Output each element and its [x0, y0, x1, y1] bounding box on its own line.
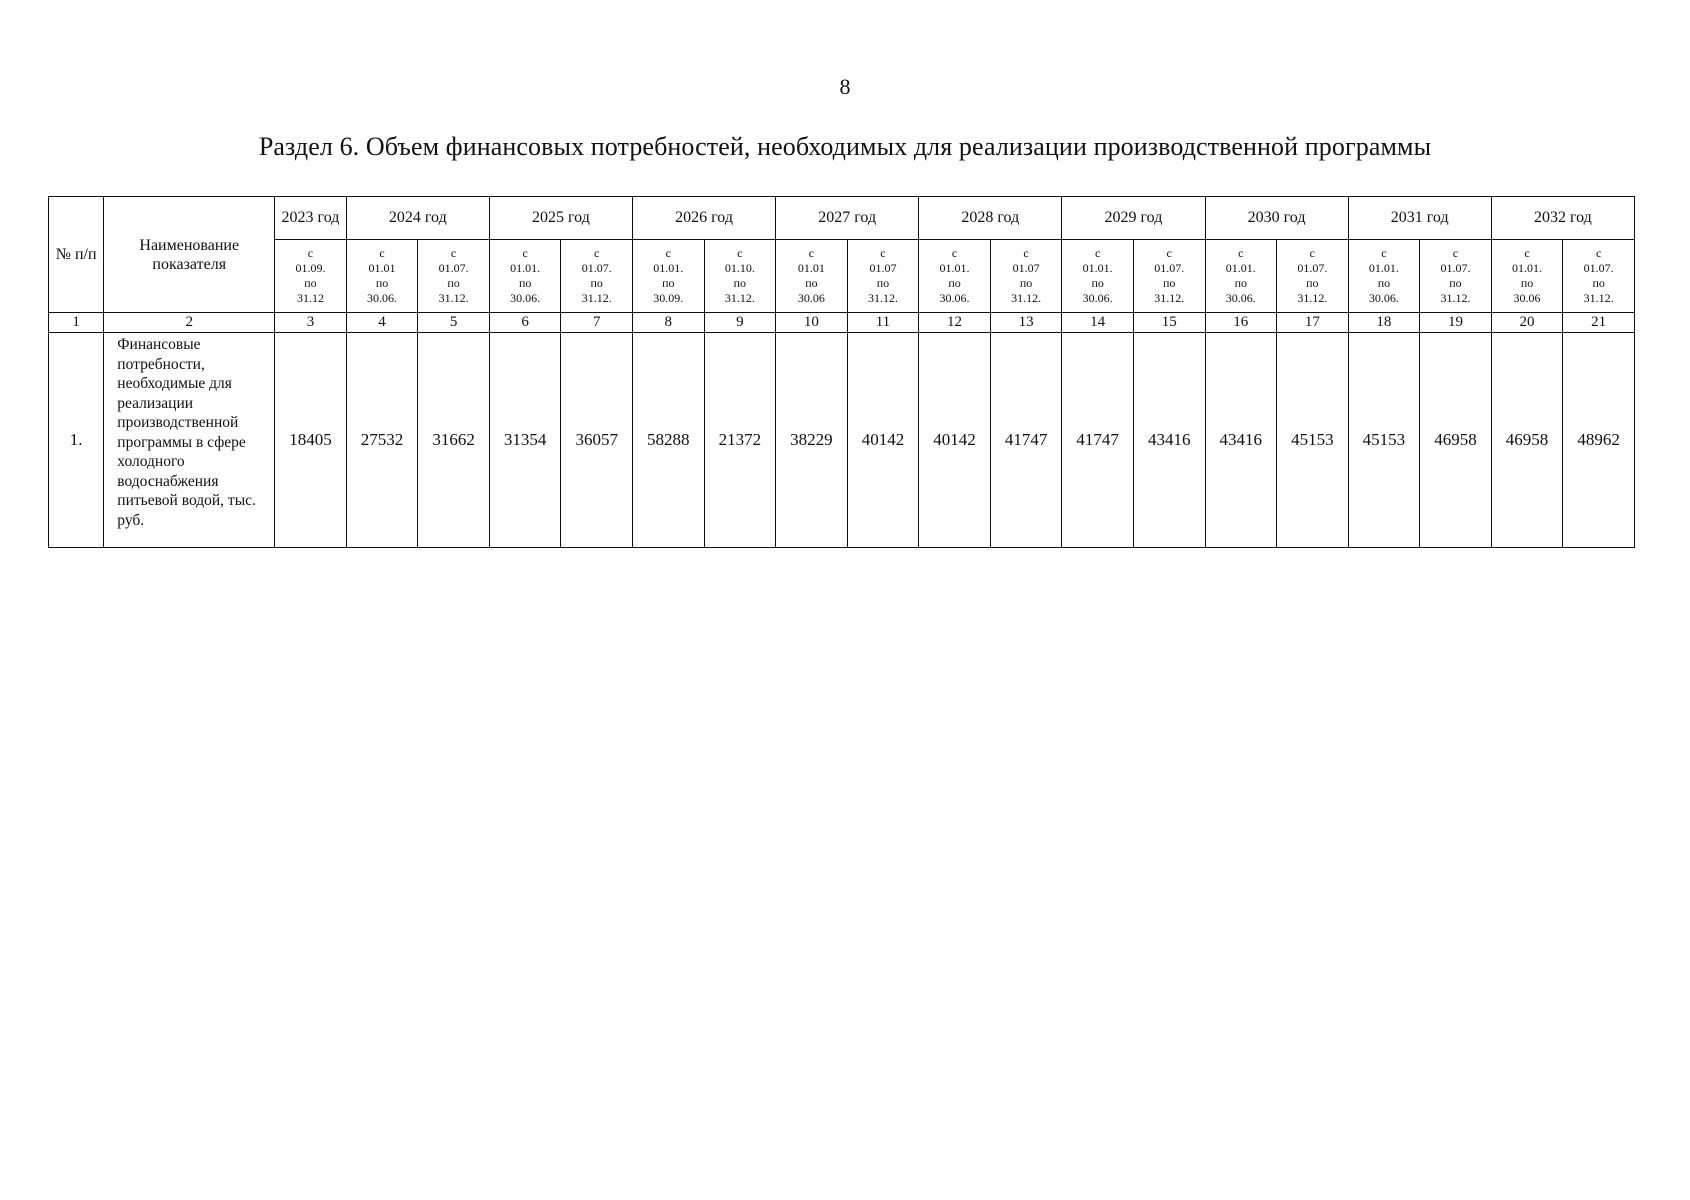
- period-line: с: [522, 246, 528, 260]
- period-line: с: [1309, 246, 1315, 260]
- value-cell: 45153: [1348, 333, 1420, 548]
- value-cell: 41747: [990, 333, 1062, 548]
- year-header: 2031 год: [1348, 197, 1491, 240]
- value-cell: 58288: [633, 333, 705, 548]
- period-line: с: [665, 246, 671, 260]
- period-line: с: [379, 246, 385, 260]
- column-number: 11: [847, 313, 919, 333]
- column-number: 1: [49, 313, 104, 333]
- period-line: 01.01: [797, 261, 825, 275]
- period-line: с: [450, 246, 457, 260]
- period-line: 01.01.: [939, 261, 970, 275]
- period-line: с: [1166, 246, 1172, 260]
- year-header: 2029 год: [1062, 197, 1205, 240]
- period-line: 01.01.: [1225, 261, 1256, 275]
- period-header: [1491, 240, 1563, 313]
- period-header: [418, 240, 490, 313]
- period-line: с: [1595, 246, 1602, 260]
- period-header: [346, 240, 418, 313]
- period-line: 30.06.: [1082, 291, 1113, 305]
- value-cell: 21372: [704, 333, 776, 548]
- row-number: 1.: [49, 333, 104, 548]
- period-line: 31.12.: [438, 291, 469, 305]
- value-cell: 40142: [847, 333, 919, 548]
- column-number: 12: [919, 313, 991, 333]
- value-cell: 36057: [561, 333, 633, 548]
- period-line: с: [307, 246, 314, 260]
- column-number: 14: [1062, 313, 1134, 333]
- column-number: 17: [1277, 313, 1349, 333]
- period-line: 01.07.: [1440, 261, 1471, 275]
- period-line: с: [737, 246, 743, 260]
- period-line: с: [1381, 246, 1387, 260]
- column-number: 19: [1420, 313, 1492, 333]
- value-cell: 46958: [1491, 333, 1563, 548]
- period-line: с: [1524, 246, 1530, 260]
- period-line: 31.12.: [1583, 291, 1614, 305]
- period-line: 01.07: [869, 261, 897, 275]
- period-line: 31.12.: [724, 291, 755, 305]
- page-number: 8: [839, 74, 851, 99]
- table-row: [49, 333, 1635, 548]
- section-title: Раздел 6. Объем финансовых потребностей, необходимых для реализации производственной программы: [258, 132, 1432, 161]
- period-header: [776, 240, 848, 313]
- year-header: 2028 год: [919, 197, 1062, 240]
- value-cell: 18405: [275, 333, 347, 548]
- period-line: с: [880, 246, 886, 260]
- period-line: по: [948, 276, 961, 290]
- year-header: 2025 год: [489, 197, 632, 240]
- period-header: [1205, 240, 1277, 313]
- period-line: по: [1019, 276, 1033, 290]
- period-line: 01.07.: [1154, 261, 1185, 275]
- value-cell: 31662: [418, 333, 490, 548]
- period-line: по: [1449, 276, 1462, 290]
- period-line: по: [733, 276, 747, 290]
- period-line: 30.06.: [1368, 291, 1399, 305]
- indicator-name: Финансовые потребности, необходимые для реализации производственной программы в сфере холодного водоснабжения питьевой водой, тыс. руб.: [104, 333, 275, 548]
- period-line: по: [447, 276, 460, 290]
- period-line: 01.09.: [295, 261, 326, 275]
- column-number: 7: [561, 313, 633, 333]
- value-cell: 46958: [1420, 333, 1492, 548]
- header-row-number: № п/п: [49, 197, 104, 313]
- period-line: 01.07: [1012, 261, 1040, 275]
- period-line: 30.06.: [939, 291, 970, 305]
- value-cell: 38229: [776, 333, 848, 548]
- period-line: 31.12.: [581, 291, 612, 305]
- period-line: 01.01.: [653, 261, 684, 275]
- year-header: 2030 год: [1205, 197, 1348, 240]
- value-cell: 27532: [346, 333, 418, 548]
- column-number: 15: [1133, 313, 1205, 333]
- header-row-years: [49, 197, 1635, 240]
- period-line: по: [304, 276, 317, 290]
- period-line: 01.01: [368, 261, 396, 275]
- period-line: 30.06.: [510, 291, 541, 305]
- year-header: 2026 год: [633, 197, 776, 240]
- value-cell: 45153: [1277, 333, 1349, 548]
- period-header: [275, 240, 347, 313]
- value-cell: 40142: [919, 333, 991, 548]
- value-cell: 48962: [1563, 333, 1635, 548]
- period-line: 01.10.: [724, 261, 755, 275]
- year-header: 2032 год: [1491, 197, 1634, 240]
- column-number: 9: [704, 313, 776, 333]
- period-line: с: [1023, 246, 1029, 260]
- period-header: [1420, 240, 1492, 313]
- period-header: [633, 240, 705, 313]
- period-line: с: [1452, 246, 1459, 260]
- period-line: 01.01.: [1368, 261, 1399, 275]
- period-line: 30.06.: [1225, 291, 1256, 305]
- period-line: 01.07.: [1297, 261, 1328, 275]
- column-number: 2: [104, 313, 275, 333]
- period-header: [1277, 240, 1349, 313]
- period-line: 01.07.: [438, 261, 469, 275]
- period-header: [489, 240, 561, 313]
- period-header: [1563, 240, 1635, 313]
- period-line: по: [590, 276, 603, 290]
- period-line: по: [375, 276, 389, 290]
- year-header: 2024 год: [346, 197, 489, 240]
- period-header: [1348, 240, 1420, 313]
- period-line: 31.12.: [1154, 291, 1185, 305]
- column-number: 13: [990, 313, 1062, 333]
- financial-needs-table: [48, 196, 1635, 548]
- period-line: по: [1520, 276, 1534, 290]
- period-line: 31.12: [296, 291, 324, 305]
- column-number: 6: [489, 313, 561, 333]
- period-line: 01.01.: [510, 261, 541, 275]
- period-line: с: [1238, 246, 1244, 260]
- period-line: по: [1377, 276, 1391, 290]
- period-line: 30.06: [1513, 291, 1541, 305]
- column-number: 16: [1205, 313, 1277, 333]
- column-number: 3: [275, 313, 347, 333]
- period-line: 30.06: [797, 291, 825, 305]
- period-line: с: [594, 246, 600, 260]
- period-line: по: [1234, 276, 1247, 290]
- period-line: 01.07.: [581, 261, 612, 275]
- period-line: 30.06.: [367, 291, 398, 305]
- column-number: 10: [776, 313, 848, 333]
- period-header: [1062, 240, 1134, 313]
- period-line: по: [805, 276, 818, 290]
- period-line: 31.12.: [1011, 291, 1042, 305]
- year-header: 2023 год: [275, 197, 347, 240]
- period-line: с: [1094, 246, 1101, 260]
- column-number: 5: [418, 313, 490, 333]
- value-cell: 31354: [489, 333, 561, 548]
- period-line: по: [662, 276, 675, 290]
- column-number: 20: [1491, 313, 1563, 333]
- period-line: 01.01.: [1512, 261, 1543, 275]
- value-cell: 43416: [1205, 333, 1277, 548]
- header-row-periods: [49, 240, 1635, 313]
- header-indicator-name: Наименование показателя: [104, 197, 275, 313]
- column-number: 18: [1348, 313, 1420, 333]
- period-header: [847, 240, 919, 313]
- period-line: 31.12.: [1440, 291, 1471, 305]
- period-line: по: [876, 276, 890, 290]
- period-line: по: [1091, 276, 1104, 290]
- period-line: по: [1592, 276, 1605, 290]
- year-header: 2027 год: [776, 197, 919, 240]
- period-line: 31.12.: [867, 291, 898, 305]
- period-line: 01.01.: [1082, 261, 1113, 275]
- column-number: 8: [633, 313, 705, 333]
- value-cell: 41747: [1062, 333, 1134, 548]
- period-line: 31.12.: [1297, 291, 1328, 305]
- period-line: с: [808, 246, 815, 260]
- period-header: [561, 240, 633, 313]
- column-number: 4: [346, 313, 418, 333]
- value-cell: 43416: [1133, 333, 1205, 548]
- period-line: по: [518, 276, 532, 290]
- period-line: по: [1306, 276, 1319, 290]
- period-line: 01.07.: [1583, 261, 1614, 275]
- period-line: по: [1163, 276, 1176, 290]
- period-header: [704, 240, 776, 313]
- period-header: [1133, 240, 1205, 313]
- column-numbers-row: [49, 313, 1635, 333]
- column-number: 21: [1563, 313, 1635, 333]
- period-header: [990, 240, 1062, 313]
- period-header: [919, 240, 991, 313]
- period-line: 30.09.: [653, 291, 684, 305]
- period-line: с: [951, 246, 958, 260]
